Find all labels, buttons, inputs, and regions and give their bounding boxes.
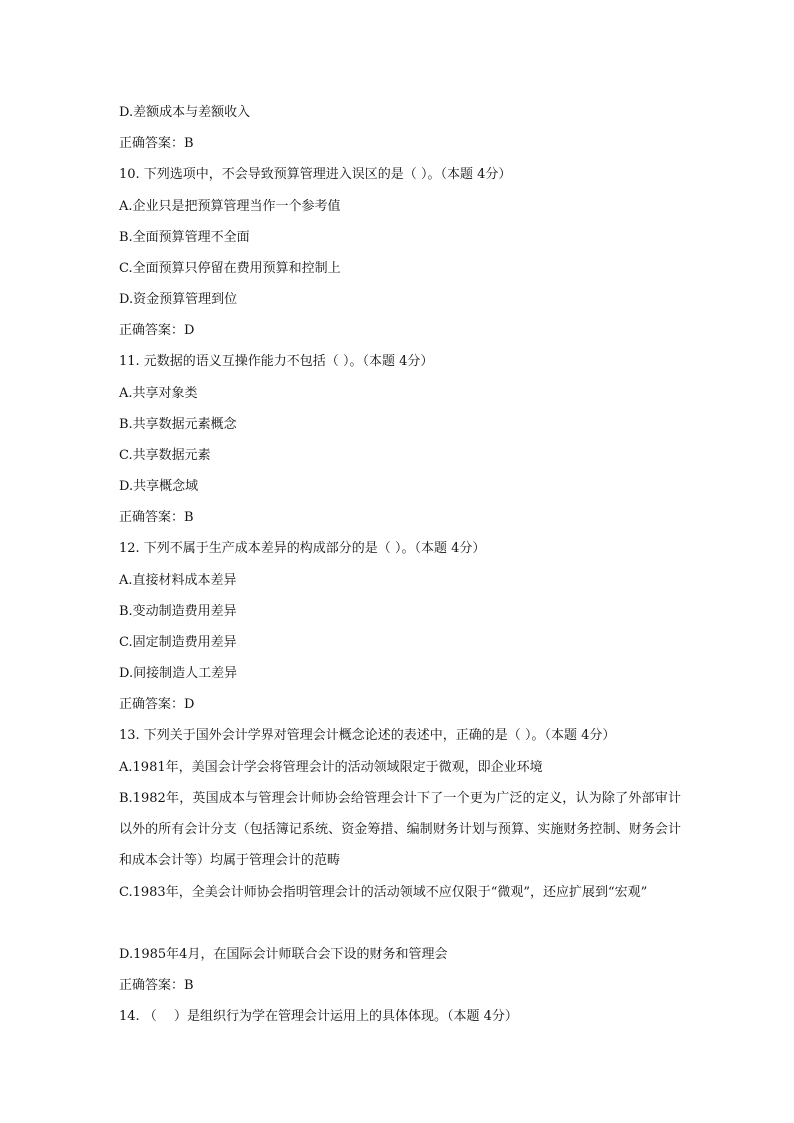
option-d-q12: D.间接制造人工差异 [119,666,238,681]
option-c-q10: C.全面预算只停留在费用预算和控制上 [119,261,341,276]
option-b-q11: B.共享数据元素概念 [119,417,237,432]
option-a-q13: A.1981年，美国会计学会将管理会计的活动领域限定于微观，即企业环境 [119,760,543,775]
option-b-q12: B.变动制造费用差异 [119,604,237,619]
option-a-q11: A.共享对象类 [119,386,198,401]
option-a-q10: A.企业只是把预算管理当作一个参考值 [119,199,341,214]
option-d-q11: D.共享概念域 [119,479,199,494]
option-a-q12: A.直接材料成本差异 [119,573,237,588]
answer-q10: 正确答案：D [119,323,195,338]
option-c-q13: C.1983年，全美会计师协会指明管理会计的活动领域不应仅限于“微观”，还应扩展到“宏观” [119,885,648,900]
answer-q9: 正确答案：B [119,136,194,151]
question-13: 13. 下列关于国外会计学界对管理会计概念论述的表述中，正确的是（ ）。（本题 4分） [119,728,616,743]
answer-q11: 正确答案：B [119,510,194,525]
answer-q13: 正确答案：B [119,978,194,993]
option-d-q9: D.差额成本与差额收入 [119,105,251,120]
question-11: 11. 元数据的语义互操作能力不包括（ ）。（本题 4分） [119,354,434,369]
option-d-q10: D.资金预算管理到位 [119,292,238,307]
option-c-q11: C.共享数据元素 [119,448,211,463]
question-12: 12. 下列不属于生产成本差异的构成部分的是（ ）。（本题 4分） [119,541,486,556]
question-10: 10. 下列选项中，不会导致预算管理进入误区的是（ ）。（本题 4分） [119,167,512,182]
question-14: 14. （ ）是组织行为学在管理会计运用上的具体体现。（本题 4分） [119,1009,518,1024]
option-b-q13: B.1982年，英国成本与管理会计师协会给管理会计下了一个更为广泛的定义，认为除了外部审计以外的所有会计分支（包括簿记系统、资金筹措、编制财务计划与预算、实施财务控制、财务会计和成本会计等）均属于管理会计的范畴 [119,791,681,868]
option-b-q10: B.全面预算管理不全面 [119,230,250,245]
option-d-q13: D.1985年4月，在国际会计师联合会下设的财务和管理会 [119,947,448,962]
option-c-q12: C.固定制造费用差异 [119,635,237,650]
answer-q12: 正确答案：D [119,697,195,712]
